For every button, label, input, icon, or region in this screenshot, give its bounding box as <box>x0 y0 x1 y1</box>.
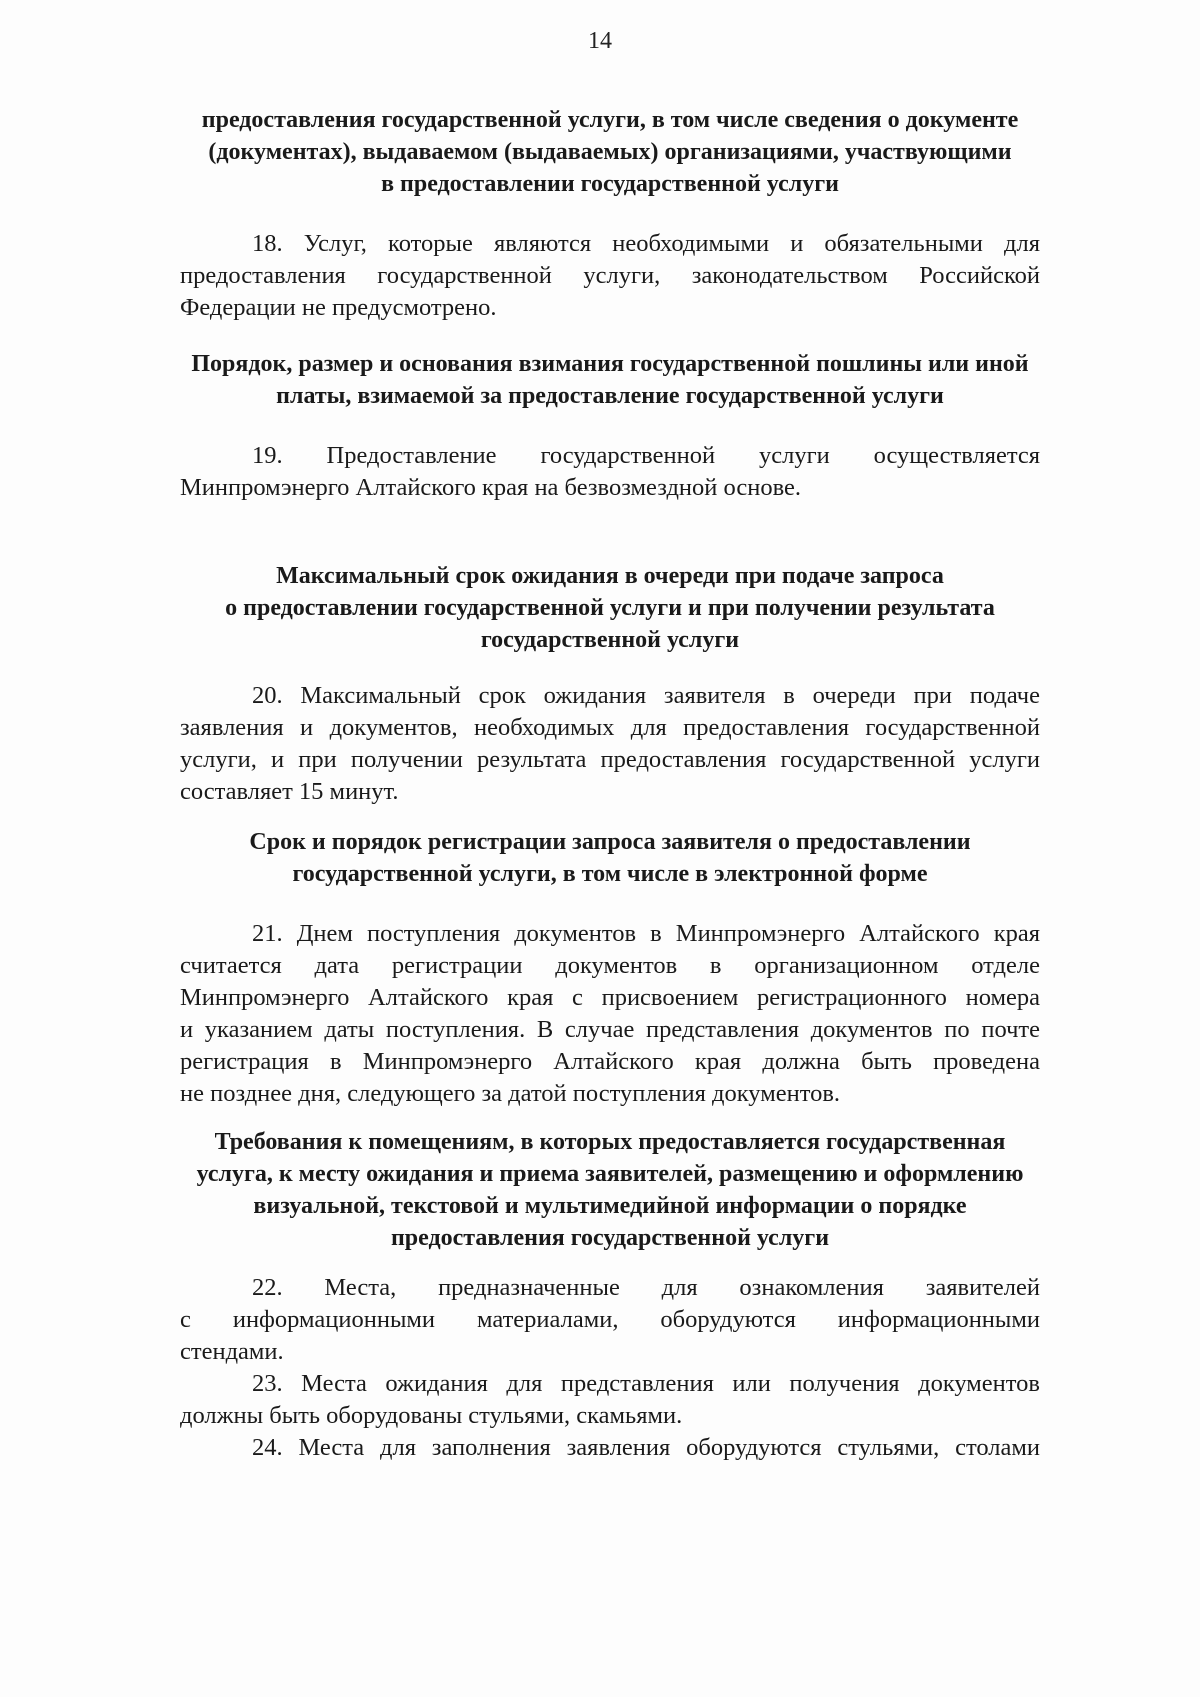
paragraph-line: и указанием даты поступления. В случае представления документов по почте <box>180 1016 1040 1043</box>
paragraph-line: 22. Места, предназначенные для ознакомления заявителей <box>252 1274 1040 1301</box>
heading-line: Максимальный срок ожидания в очереди при подаче запроса <box>276 563 944 589</box>
heading-line: Порядок, размер и основания взимания государственной пошлины или иной <box>191 351 1029 377</box>
paragraph-line: Минпромэнерго Алтайского края с присвоением регистрационного номера <box>180 984 1040 1011</box>
paragraph-21 <box>180 918 1040 1110</box>
paragraph-line: 24. Места для заполнения заявления оборудуются стульями, столами <box>252 1434 1040 1461</box>
paragraph-line: предоставления государственной услуги, законодательством Российской <box>180 262 1040 289</box>
heading-line: платы, взимаемой за предоставление государственной услуги <box>276 383 944 409</box>
heading-line: о предоставлении государственной услуги и при получении результата <box>225 595 995 621</box>
heading-line: визуальной, текстовой и мультимедийной информации о порядке <box>253 1193 967 1219</box>
paragraph-line: с информационными материалами, оборудуются информационными <box>180 1306 1040 1333</box>
heading-line: Срок и порядок регистрации запроса заявителя о предоставлении <box>249 829 971 855</box>
paragraph-24 <box>180 1432 1040 1464</box>
page-number: 14 <box>588 28 612 54</box>
paragraph-line: регистрация в Минпромэнерго Алтайского края должна быть проведена <box>180 1048 1040 1075</box>
section-heading-22 <box>180 1126 1040 1254</box>
paragraph-line: заявления и документов, необходимых для предоставления государственной <box>180 714 1040 741</box>
heading-line: (документах), выдаваемом (выдаваемых) организациями, участвующими <box>208 139 1012 165</box>
section-heading-19 <box>180 348 1040 412</box>
paragraph-line: 19. Предоставление государственной услуги осуществляется <box>252 442 1040 469</box>
paragraph-line: 21. Днем поступления документов в Минпромэнерго Алтайского края <box>252 920 1040 947</box>
heading-line: государственной услуги <box>480 627 740 653</box>
paragraph-line: 23. Места ожидания для представления или получения документов <box>252 1370 1040 1397</box>
paragraph-line: считается дата регистрации документов в организационном отделе <box>180 952 1040 979</box>
paragraph-20 <box>180 680 1040 808</box>
paragraph-18 <box>180 228 1040 324</box>
heading-line: государственной услуги, в том числе в электронной форме <box>292 861 928 887</box>
paragraph-22 <box>180 1272 1040 1368</box>
paragraph-line: Федерации не предусмотрено. <box>180 294 497 321</box>
heading-line: предоставления государственной услуги, в том числе сведения о документе <box>201 107 1019 133</box>
section-heading-20 <box>180 560 1040 656</box>
section-heading-17 <box>180 104 1040 200</box>
heading-line: Требования к помещениям, в которых предоставляется государственная <box>214 1129 1006 1155</box>
section-heading-21 <box>180 826 1040 890</box>
heading-line: предоставления государственной услуги <box>390 1225 830 1251</box>
paragraph-line: 20. Максимальный срок ожидания заявителя в очереди при подаче <box>252 682 1040 709</box>
paragraph-line: стендами. <box>180 1338 284 1365</box>
paragraph-line: 18. Услуг, которые являются необходимыми и обязательными для <box>252 230 1040 257</box>
heading-line: в предоставлении государственной услуги <box>381 171 839 197</box>
paragraph-23 <box>180 1368 1040 1432</box>
paragraph-line: не позднее дня, следующего за датой поступления документов. <box>180 1080 841 1107</box>
paragraph-line: Минпромэнерго Алтайского края на безвозмездной основе. <box>180 474 802 501</box>
paragraph-line: составляет 15 минут. <box>180 778 399 805</box>
heading-line: услуга, к месту ожидания и приема заявителей, размещению и оформлению <box>196 1161 1024 1187</box>
paragraph-line: должны быть оборудованы стульями, скамьями. <box>180 1402 683 1429</box>
paragraph-19 <box>180 440 1040 504</box>
paragraph-line: услуги, и при получении результата предоставления государственной услуги <box>180 746 1040 773</box>
